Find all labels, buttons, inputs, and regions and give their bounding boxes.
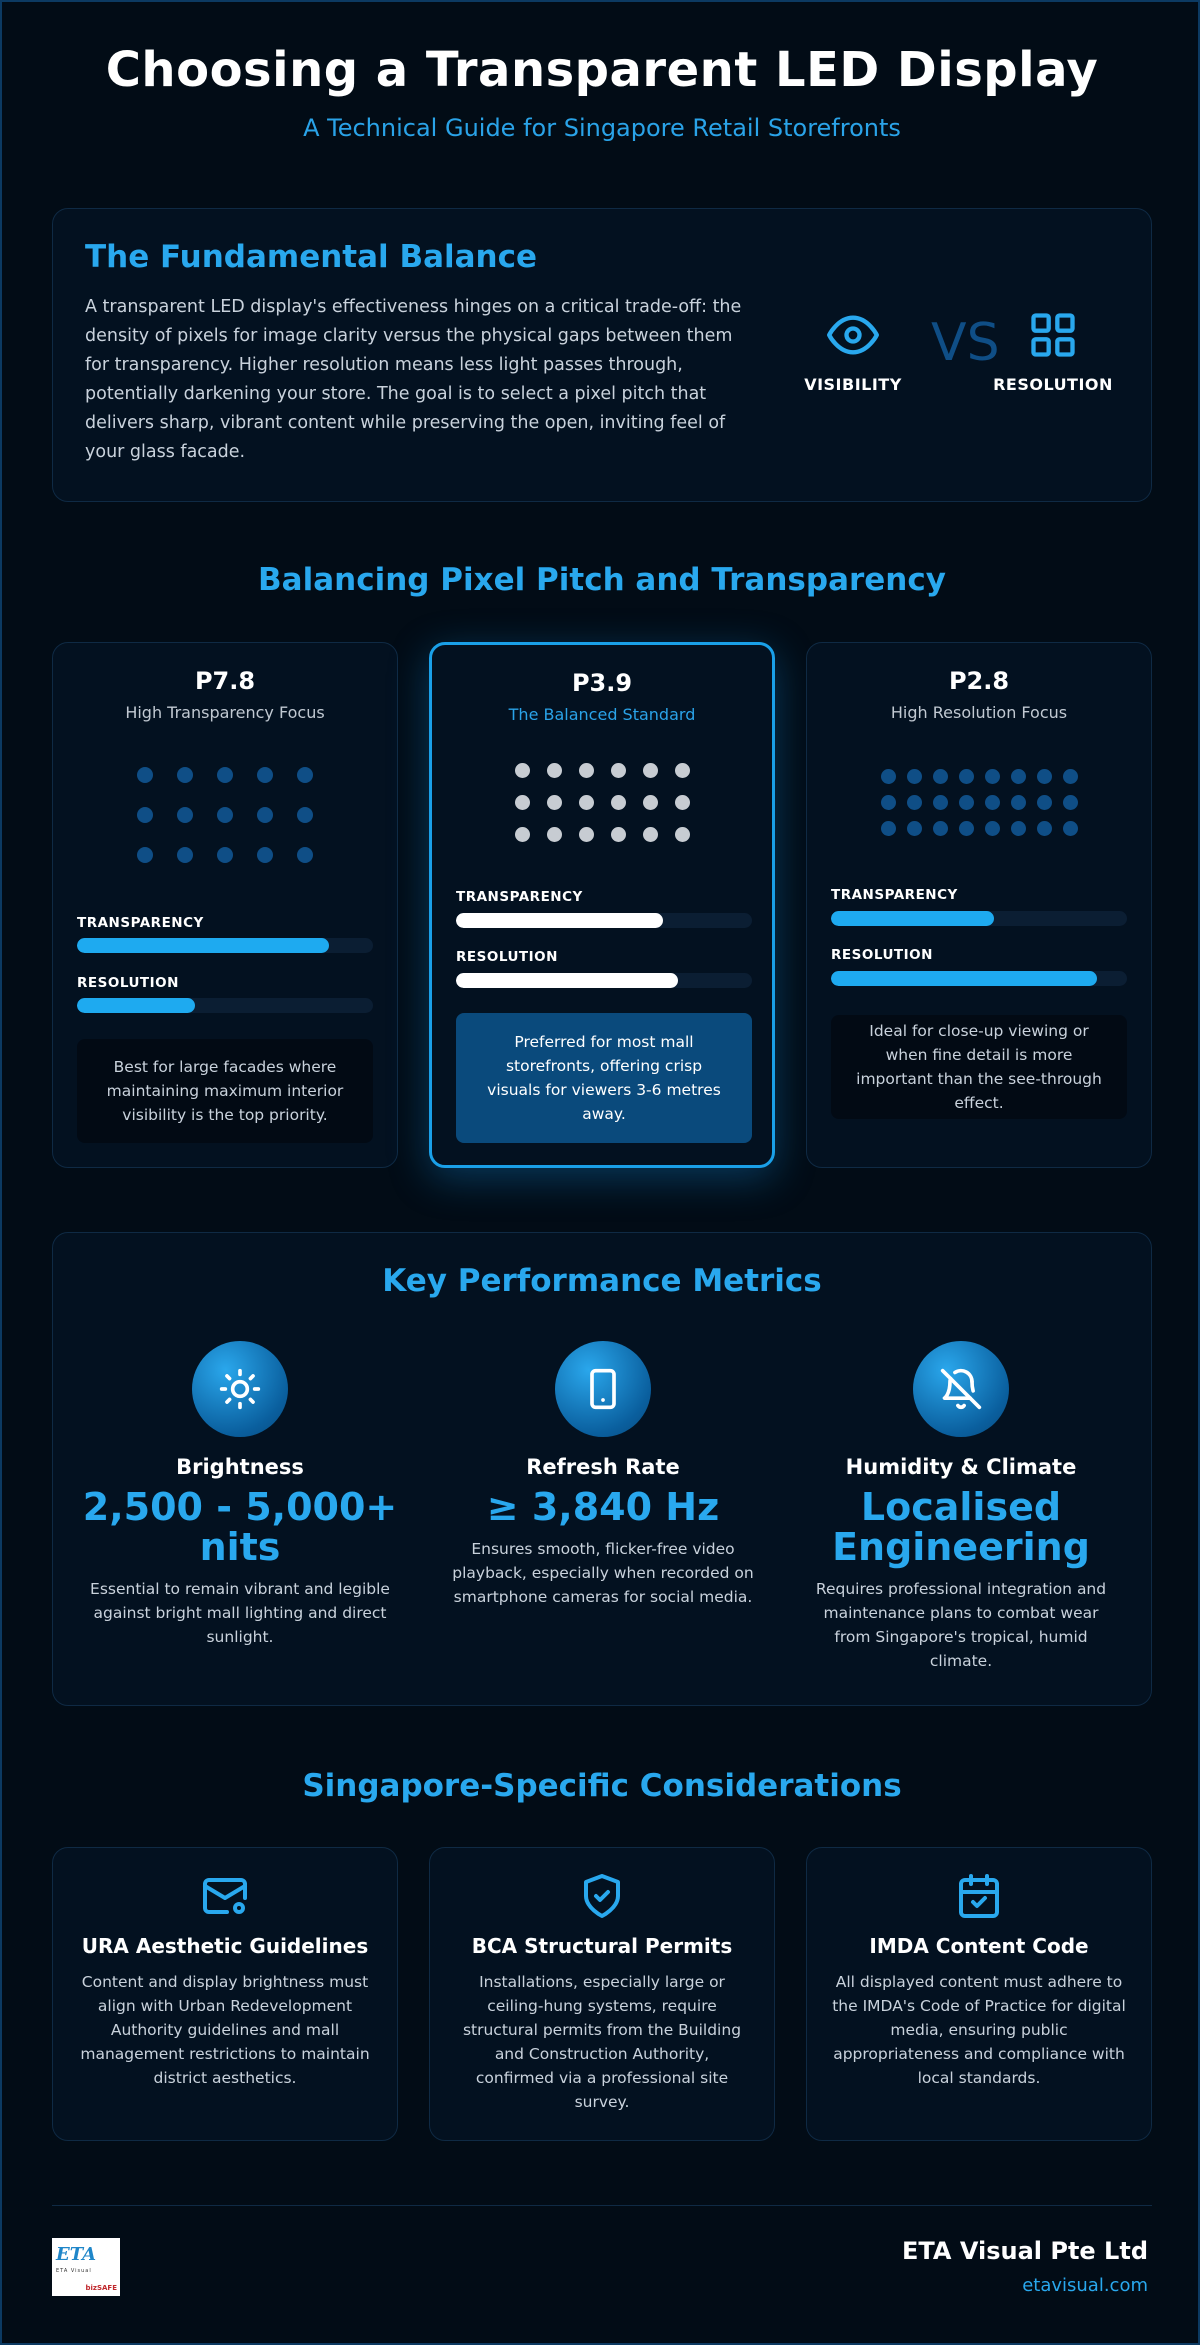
pixel-dot (177, 847, 193, 863)
transparency-bar-fill (831, 911, 994, 926)
metric-refresh-rate (438, 1341, 768, 1609)
consideration-name: IMDA Content Code (869, 1934, 1089, 1958)
pixel-dot (1063, 795, 1078, 810)
transparency-bar (456, 913, 752, 928)
footer-company (902, 2237, 1148, 2296)
pixel-dot (675, 795, 690, 810)
consideration-name: BCA Structural Permits (471, 1934, 733, 1958)
company-url[interactable]: etavisual.com (1022, 2275, 1148, 2296)
resolution-label: RESOLUTION (77, 975, 179, 991)
footer-divider (52, 2205, 1152, 2206)
pitch-card-p7-8 (52, 642, 398, 1168)
resolution-bar (831, 971, 1127, 986)
resolution-label: RESOLUTION (993, 375, 1113, 394)
transparency-bar-fill (456, 913, 663, 928)
logo-small-text: ETA Visual (56, 2268, 92, 2274)
pixel-dot (177, 807, 193, 823)
transparency-label: TRANSPARENCY (831, 887, 958, 903)
pixel-dot (1011, 769, 1026, 784)
pixel-dot (177, 767, 193, 783)
pixel-dot (579, 795, 594, 810)
pitch-card-p2-8 (806, 642, 1152, 1168)
grid-icon (1021, 309, 1085, 361)
pixel-dot (137, 767, 153, 783)
transparency-label: TRANSPARENCY (77, 915, 204, 931)
company-logo[interactable] (52, 2238, 120, 2296)
shield-check-icon (578, 1872, 626, 1920)
pitch-card-note: Ideal for close-up viewing or when fine detail is more important than the see-through effect. (831, 1015, 1127, 1119)
pixel-dot (257, 807, 273, 823)
metric-name: Humidity & Climate (845, 1455, 1077, 1479)
pixel-dot (297, 807, 313, 823)
pixel-dot (297, 767, 313, 783)
calendar-check-icon (955, 1872, 1003, 1920)
pixel-dot (257, 847, 273, 863)
company-name: ETA Visual Pte Ltd (902, 2237, 1148, 2265)
smartphone-icon (581, 1367, 625, 1411)
pitch-card-note: Preferred for most mall storefronts, offering crisp visuals for viewers 3-6 metres away. (456, 1013, 752, 1143)
performance-metrics-card (52, 1232, 1152, 1706)
pixel-dot (933, 769, 948, 784)
pixel-dot (1063, 821, 1078, 836)
pixel-dot (137, 847, 153, 863)
pixel-dot (547, 827, 562, 842)
pixel-dot (1011, 795, 1026, 810)
pixel-dot (933, 821, 948, 836)
pixel-dot (675, 827, 690, 842)
pixel-dot (611, 827, 626, 842)
pixel-dot (547, 763, 562, 778)
transparency-bar-fill (77, 938, 329, 953)
singapore-section-heading: Singapore-Specific Considerations (302, 1768, 902, 1804)
pixel-dot (611, 763, 626, 778)
resolution-label: RESOLUTION (831, 947, 933, 963)
pixel-dot (217, 847, 233, 863)
pixel-dot (1037, 795, 1052, 810)
transparency-bar (831, 911, 1127, 926)
metric-name: Brightness (176, 1455, 304, 1479)
pitch-card-subtitle: High Transparency Focus (125, 703, 325, 722)
pixel-dot (547, 795, 562, 810)
pitch-card-note: Best for large facades where maintaining maximum interior visibility is the top priority. (77, 1039, 373, 1143)
pixel-dot (643, 795, 658, 810)
pixel-dot (1063, 769, 1078, 784)
resolution-item (983, 309, 1123, 394)
pixel-dot (881, 795, 896, 810)
pixel-dot (1011, 821, 1026, 836)
consideration-imda (806, 1847, 1152, 2141)
transparency-label: TRANSPARENCY (456, 889, 583, 905)
resolution-bar (456, 973, 752, 988)
pixel-dot (985, 795, 1000, 810)
logo-badge: bizSAFE (85, 2284, 117, 2292)
resolution-bar-fill (831, 971, 1097, 986)
pixel-dot (217, 767, 233, 783)
pixel-dot (675, 763, 690, 778)
consideration-name: URA Aesthetic Guidelines (81, 1934, 369, 1958)
resolution-label: RESOLUTION (456, 949, 558, 965)
pixel-dot (881, 821, 896, 836)
pixel-dot (1037, 821, 1052, 836)
sun-icon (218, 1367, 262, 1411)
pixel-dot (907, 769, 922, 784)
consideration-description: Content and display brightness must align with Urban Redevelopment Authority guidelines and mall management restrictions to maintain district aesthetics. (80, 1973, 370, 2087)
pixel-dot (985, 821, 1000, 836)
metric-icon-circle (555, 1341, 651, 1437)
pixel-dot (933, 795, 948, 810)
visibility-item (783, 309, 923, 394)
metric-name: Refresh Rate (526, 1455, 680, 1479)
metric-value: Localised Engineering (832, 1485, 1090, 1569)
visibility-vs-resolution (783, 309, 1123, 409)
metric-brightness (75, 1341, 405, 1649)
pitch-card-subtitle: High Resolution Focus (890, 703, 1068, 722)
pixel-dot (959, 769, 974, 784)
pixel-dot (643, 763, 658, 778)
pixel-dot (1037, 769, 1052, 784)
metric-description: Requires professional integration and maintenance plans to combat wear from Singapore's tropical, humid climate. (815, 1580, 1107, 1670)
page-header (2, 42, 1200, 142)
pitch-card-title: P3.9 (571, 669, 633, 697)
pixel-dot (959, 821, 974, 836)
transparency-bar (77, 938, 373, 953)
pixel-dot (985, 769, 1000, 784)
metric-humidity-climate (796, 1341, 1126, 1673)
pixel-dot (257, 767, 273, 783)
consideration-description: Installations, especially large or ceiling-hung systems, require structural permits from the Building and Construction Authority, confirmed via a professional site survey. (462, 1973, 742, 2111)
metric-icon-circle (913, 1341, 1009, 1437)
resolution-bar (77, 998, 373, 1013)
consideration-ura (52, 1847, 398, 2141)
fundamental-heading: The Fundamental Balance (85, 239, 538, 275)
mail-icon (201, 1872, 249, 1920)
metric-value: 2,500 - 5,000+ nits (82, 1485, 398, 1569)
pixel-dot (515, 827, 530, 842)
pixel-dot (579, 763, 594, 778)
metric-icon-circle (192, 1341, 288, 1437)
pixel-dot (297, 847, 313, 863)
fundamental-balance-card (52, 208, 1152, 502)
pixel-dot (515, 795, 530, 810)
logo-text: ETA (56, 2244, 97, 2265)
pixel-dot (959, 795, 974, 810)
pixel-dot (515, 763, 530, 778)
fundamental-body: A transparent LED display's effectiveness hinges on a critical trade-off: the density of pixels for image clarity versus the physical gaps between them for transparency. Higher resolution means less light passes through, potentially darkening your store. The goal is to select a pixel pitch that delivers sharp, vibrant content while preserving the open, inviting feel of your glass facade. (85, 297, 742, 462)
pitch-card-title: P2.8 (948, 667, 1010, 695)
metric-description: Essential to remain vibrant and legible against bright mall lighting and direct sunlight. (90, 1580, 390, 1646)
pitch-card-title: P7.8 (194, 667, 256, 695)
pixel-dot (137, 807, 153, 823)
pixel-dot (217, 807, 233, 823)
page-title: Choosing a Transparent LED Display (105, 42, 1099, 98)
pixel-dot (643, 827, 658, 842)
pitch-card-subtitle: The Balanced Standard (508, 705, 696, 724)
pixel-dot (579, 827, 594, 842)
pixel-dot (611, 795, 626, 810)
metric-description: Ensures smooth, flicker-free video playback, especially when recorded on smartphone cameras for social media. (452, 1540, 754, 1606)
pitch-card-p3-9 (429, 642, 775, 1168)
pixel-dot (907, 821, 922, 836)
pixel-dot (907, 795, 922, 810)
consideration-description: All displayed content must adhere to the IMDA's Code of Practice for digital media, ensuring public appropriateness and compliance with local standards. (832, 1973, 1126, 2087)
visibility-label: VISIBILITY (804, 375, 902, 394)
resolution-bar-fill (77, 998, 195, 1013)
vs-label: VS (931, 313, 1000, 373)
metric-value: ≥ 3,840 Hz (486, 1485, 720, 1529)
eye-icon (821, 309, 885, 361)
consideration-bca (429, 1847, 775, 2141)
pixel-dot (881, 769, 896, 784)
page-subtitle: A Technical Guide for Singapore Retail Storefronts (303, 114, 901, 142)
bell-off-icon (939, 1367, 983, 1411)
resolution-bar-fill (456, 973, 678, 988)
metrics-heading: Key Performance Metrics (382, 1263, 822, 1299)
pitch-section-heading: Balancing Pixel Pitch and Transparency (258, 562, 946, 598)
